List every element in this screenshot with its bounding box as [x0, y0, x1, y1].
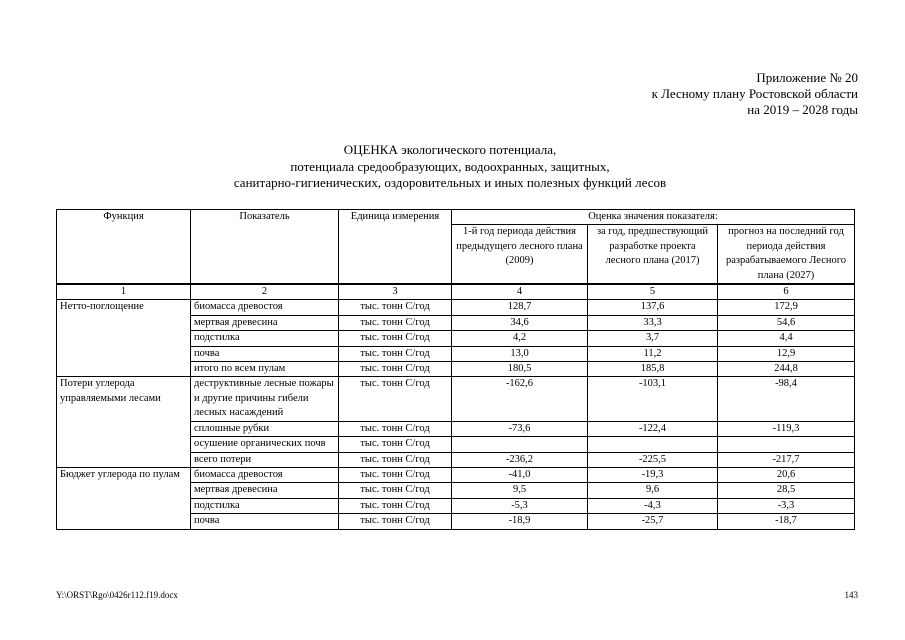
indicator-cell: сплошные рубки [191, 421, 339, 436]
value-cell: -4,3 [588, 498, 718, 513]
table-row [57, 377, 855, 421]
header-function: Функция [57, 210, 191, 285]
value-cell: 4,2 [452, 331, 588, 346]
value-cell: 244,8 [718, 362, 855, 377]
value-cell [718, 437, 855, 452]
unit-cell: тыс. тонн С/год [339, 300, 452, 315]
value-cell [588, 437, 718, 452]
column-number: 1 [57, 284, 191, 300]
value-cell: 13,0 [452, 346, 588, 361]
value-cell: 9,5 [452, 483, 588, 498]
footer-file-path: Y:\ORST\Rgo\0426r112.f19.docx [56, 590, 178, 600]
function-cell: Бюджет углерода по пулам [57, 467, 191, 529]
value-cell: 137,6 [588, 300, 718, 315]
header-year-2027: прогноз на последний год периода действия разрабатываемого Лесного плана (2027) [718, 225, 855, 284]
indicator-cell: биомасса древостоя [191, 300, 339, 315]
value-cell: -162,6 [452, 377, 588, 421]
column-number: 4 [452, 284, 588, 300]
footer-page-number: 143 [844, 590, 858, 600]
header-unit: Единица измерения [339, 210, 452, 285]
indicator-cell: всего потери [191, 452, 339, 467]
table-row [57, 467, 855, 482]
value-cell: 9,6 [588, 483, 718, 498]
value-cell: -225,5 [588, 452, 718, 467]
appendix-line: на 2019 – 2028 годы [747, 102, 858, 117]
column-number: 5 [588, 284, 718, 300]
value-cell: -5,3 [452, 498, 588, 513]
value-cell: -25,7 [588, 514, 718, 529]
indicator-cell: биомасса древостоя [191, 467, 339, 482]
value-cell: 180,5 [452, 362, 588, 377]
value-cell: -122,4 [588, 421, 718, 436]
column-number: 6 [718, 284, 855, 300]
value-cell: -18,7 [718, 514, 855, 529]
header-year-2009: 1-й год периода действия предыдущего лесного плана (2009) [452, 225, 588, 284]
title-line: потенциала средообразующих, водоохранных, защитных, [290, 158, 610, 174]
indicator-cell: мертвая древесина [191, 315, 339, 330]
unit-cell: тыс. тонн С/год [339, 498, 452, 513]
function-cell: Потери углерода управляемыми лесами [57, 377, 191, 467]
indicator-cell: почва [191, 346, 339, 361]
header-year-2017: за год, предшествующий разработке проекта лесного плана (2017) [588, 225, 718, 284]
unit-cell: тыс. тонн С/год [339, 514, 452, 529]
value-cell: 128,7 [452, 300, 588, 315]
value-cell: -18,9 [452, 514, 588, 529]
function-cell: Нетто-поглощение [57, 300, 191, 377]
unit-cell: тыс. тонн С/год [339, 346, 452, 361]
title-line: ОЦЕНКА экологического потенциала, [343, 142, 557, 157]
value-cell: -3,3 [718, 498, 855, 513]
value-cell: -236,2 [452, 452, 588, 467]
value-cell: 3,7 [588, 331, 718, 346]
value-cell: -73,6 [452, 421, 588, 436]
ecological-potential-table [56, 209, 855, 530]
value-cell: -41,0 [452, 467, 588, 482]
unit-cell: тыс. тонн С/год [339, 315, 452, 330]
value-cell: 33,3 [588, 315, 718, 330]
value-cell: 185,8 [588, 362, 718, 377]
unit-cell: тыс. тонн С/год [339, 331, 452, 346]
appendix-line: Приложение № 20 [756, 70, 858, 85]
unit-cell: тыс. тонн С/год [339, 377, 452, 421]
table-row [57, 300, 855, 315]
column-number-row [57, 284, 855, 300]
column-number: 2 [191, 284, 339, 300]
indicator-cell: итого по всем пулам [191, 362, 339, 377]
unit-cell: тыс. тонн С/год [339, 421, 452, 436]
document-title [150, 142, 750, 192]
value-cell [452, 437, 588, 452]
appendix-line: к Лесному плану Ростовской области [651, 86, 858, 101]
value-cell: 11,2 [588, 346, 718, 361]
value-cell: -19,3 [588, 467, 718, 482]
value-cell: 20,6 [718, 467, 855, 482]
header-estimate-group: Оценка значения показателя: [452, 210, 855, 225]
appendix-heading [560, 70, 858, 118]
indicator-cell: деструктивные лесные пожары и другие причины гибели лесных насаждений [191, 377, 339, 421]
value-cell: -217,7 [718, 452, 855, 467]
unit-cell: тыс. тонн С/год [339, 467, 452, 482]
indicator-cell: осушение органических почв [191, 437, 339, 452]
header-indicator: Показатель [191, 210, 339, 285]
unit-cell: тыс. тонн С/год [339, 452, 452, 467]
value-cell: -103,1 [588, 377, 718, 421]
value-cell: 34,6 [452, 315, 588, 330]
unit-cell: тыс. тонн С/год [339, 437, 452, 452]
unit-cell: тыс. тонн С/год [339, 483, 452, 498]
title-line: санитарно-гигиенических, оздоровительных и иных полезных функций лесов [233, 175, 667, 190]
value-cell: 28,5 [718, 483, 855, 498]
value-cell: 172,9 [718, 300, 855, 315]
value-cell: 12,9 [718, 346, 855, 361]
value-cell: 54,6 [718, 315, 855, 330]
indicator-cell: мертвая древесина [191, 483, 339, 498]
value-cell: -98,4 [718, 377, 855, 421]
value-cell: -119,3 [718, 421, 855, 436]
indicator-cell: подстилка [191, 498, 339, 513]
value-cell: 4,4 [718, 331, 855, 346]
column-number: 3 [339, 284, 452, 300]
indicator-cell: почва [191, 514, 339, 529]
unit-cell: тыс. тонн С/год [339, 362, 452, 377]
indicator-cell: подстилка [191, 331, 339, 346]
